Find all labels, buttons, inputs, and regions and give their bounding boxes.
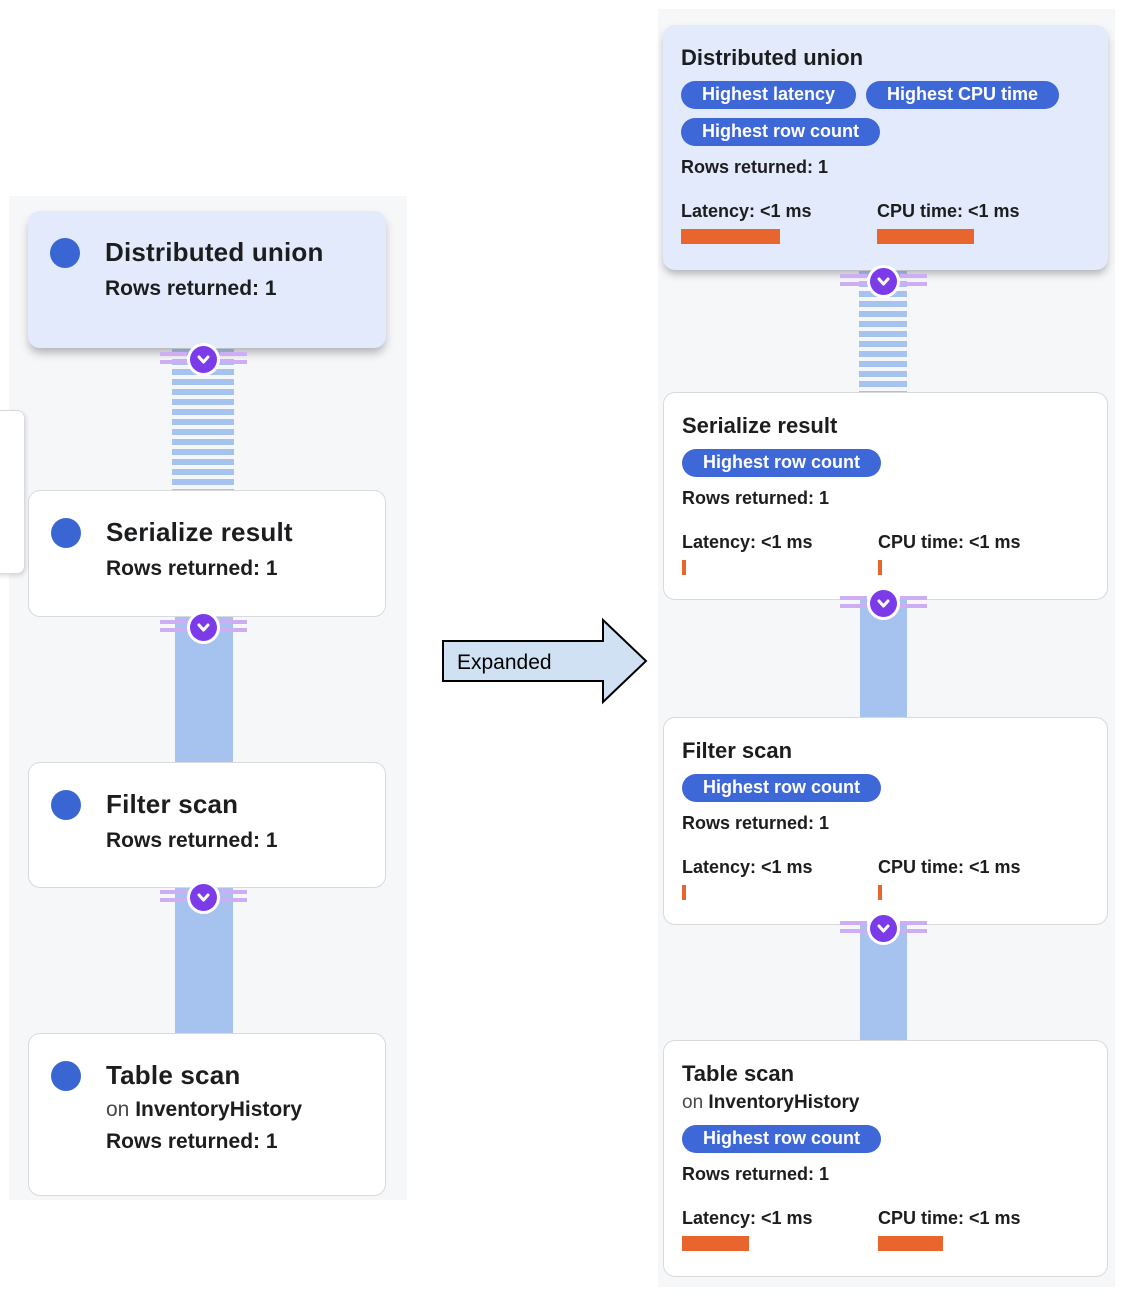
node-table-scan-collapsed[interactable] (28, 1033, 386, 1196)
node-filter-scan-expanded[interactable] (663, 717, 1108, 925)
badge-highest-row-count: Highest row count (682, 774, 881, 802)
link-stripe-left (840, 274, 867, 289)
node-title: Table scan (106, 1060, 241, 1090)
link-stripe-right (900, 274, 927, 289)
chevron-down-icon (870, 915, 897, 942)
node-serialize-result-collapsed[interactable] (28, 490, 386, 617)
node-filter-scan-collapsed[interactable] (28, 762, 386, 888)
cpu-bar (878, 885, 882, 900)
badge-highest-cpu-time: Highest CPU time (866, 81, 1059, 109)
node-title: Filter scan (682, 738, 793, 763)
table-name: InventoryHistory (135, 1098, 303, 1121)
badge-row (682, 1125, 1089, 1153)
badge-highest-row-count: Highest row count (681, 118, 880, 146)
link-stripe-right (900, 921, 927, 936)
node-rows-returned: Rows returned: 1 (681, 157, 829, 177)
node-title: Distributed union (105, 237, 324, 267)
latency-label: Latency: <1 ms (682, 532, 813, 552)
node-table-scan-expanded[interactable] (663, 1040, 1108, 1277)
on-label: on (682, 1092, 704, 1113)
node-rows-returned: Rows returned: 1 (106, 829, 278, 852)
node-rows-returned: Rows returned: 1 (105, 277, 277, 300)
collapse-toggle[interactable] (835, 586, 931, 620)
metrics-row (681, 200, 1090, 244)
cpu-bar (878, 560, 882, 575)
link-stripe-left (160, 620, 187, 635)
node-status-dot (51, 518, 81, 548)
metrics-row (682, 856, 1089, 900)
chevron-down-icon (870, 268, 897, 295)
collapse-toggle[interactable] (155, 610, 251, 644)
collapse-toggle[interactable] (835, 264, 931, 298)
badge-row (681, 81, 1090, 146)
link-stripe-left (160, 890, 187, 905)
cpu-metric (878, 1207, 1074, 1251)
cpu-label: CPU time: <1 ms (877, 201, 1020, 221)
node-distributed-union-expanded[interactable] (663, 25, 1108, 270)
node-rows-returned: Rows returned: 1 (106, 1130, 278, 1153)
cpu-label: CPU time: <1 ms (878, 532, 1021, 552)
node-table-source (682, 1091, 1089, 1115)
latency-label: Latency: <1 ms (682, 857, 813, 877)
latency-bar (682, 1236, 749, 1251)
node-rows-returned: Rows returned: 1 (682, 1164, 830, 1184)
node-title: Filter scan (106, 789, 239, 819)
node-table-source (106, 1097, 302, 1123)
badge-highest-latency: Highest latency (681, 81, 856, 109)
latency-bar (682, 560, 686, 575)
link-stripe-right (220, 620, 247, 635)
latency-metric (681, 200, 877, 244)
latency-label: Latency: <1 ms (682, 1208, 813, 1228)
link-stripe-right (220, 352, 247, 367)
cpu-bar (877, 229, 974, 244)
chevron-down-icon (190, 614, 217, 641)
node-distributed-union-collapsed[interactable] (28, 211, 386, 348)
latency-bar (681, 229, 780, 244)
node-status-dot (51, 790, 81, 820)
badge-row (682, 774, 1089, 802)
link-stripe-left (840, 921, 867, 936)
table-name: InventoryHistory (708, 1092, 860, 1113)
node-title: Distributed union (681, 45, 864, 70)
node-status-dot (51, 1061, 81, 1091)
cpu-metric (878, 531, 1074, 575)
link-stripe-left (160, 352, 187, 367)
node-serialize-result-expanded[interactable] (663, 392, 1108, 600)
latency-metric (682, 531, 878, 575)
cpu-label: CPU time: <1 ms (878, 1208, 1021, 1228)
metrics-row (682, 1207, 1089, 1251)
latency-metric (682, 856, 878, 900)
node-rows-returned: Rows returned: 1 (106, 557, 278, 580)
link-stripe-right (220, 890, 247, 905)
node-title: Table scan (682, 1061, 795, 1086)
node-rows-returned: Rows returned: 1 (682, 813, 830, 833)
badge-row (682, 449, 1089, 477)
collapse-toggle[interactable] (835, 911, 931, 945)
cpu-metric (878, 856, 1074, 900)
metrics-row (682, 531, 1089, 575)
link-stripe-left (840, 596, 867, 611)
cpu-bar (878, 1236, 943, 1251)
node-title: Serialize result (682, 413, 838, 438)
on-label: on (106, 1098, 130, 1121)
latency-bar (682, 885, 686, 900)
badge-highest-row-count: Highest row count (682, 449, 881, 477)
expanded-annotation-arrow (435, 610, 655, 710)
latency-metric (682, 1207, 878, 1251)
node-rows-returned: Rows returned: 1 (682, 488, 830, 508)
node-title: Serialize result (106, 517, 293, 547)
cpu-metric (877, 200, 1073, 244)
chevron-down-icon (190, 346, 217, 373)
badge-highest-row-count: Highest row count (682, 1125, 881, 1153)
arrow-label: Expanded (457, 651, 552, 674)
node-status-dot (50, 238, 80, 268)
collapse-toggle[interactable] (155, 342, 251, 376)
cpu-label: CPU time: <1 ms (878, 857, 1021, 877)
chevron-down-icon (190, 884, 217, 911)
latency-label: Latency: <1 ms (681, 201, 812, 221)
chevron-down-icon (870, 590, 897, 617)
link-stripe-right (900, 596, 927, 611)
collapse-toggle[interactable] (155, 880, 251, 914)
offscreen-node-card (0, 410, 25, 574)
